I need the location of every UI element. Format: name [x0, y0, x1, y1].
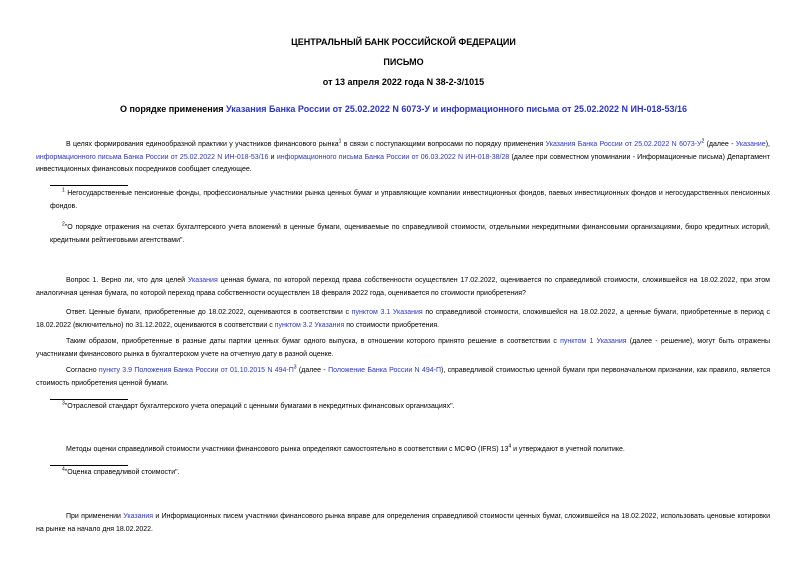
- footnote-3: [50, 401, 770, 414]
- footnote-text-1: Негосударственные пенсионные фонды, профессиональные участники рынка ценных бумаг и управляющие компании инвестиционных фондов, паевых инвестиционных фондов и негосударственных пенсионных фондов.: [50, 190, 770, 210]
- intro-text-1: В целях формирования единообразной практики у участников финансового рынка: [66, 141, 339, 148]
- issuer-heading: ЦЕНТРАЛЬНЫЙ БАНК РОССИЙСКОЙ ФЕДЕРАЦИИ: [291, 37, 516, 47]
- footnote-text-4: "Оценка справедливой стоимости".: [64, 469, 180, 476]
- footnote-ref-3[interactable]: 3: [293, 364, 297, 371]
- link-ukazanie-q[interactable]: Указания: [187, 277, 218, 284]
- according-text-3: ), справедливой стоимостью ценной бумаги при первоначальном признании, как правило, является стоимость приобретения ценной бумаги.: [36, 367, 771, 387]
- footnote-2: [50, 222, 770, 247]
- according-paragraph: [36, 365, 770, 390]
- answer-text-1: Ответ. Ценные бумаги, приобретенные до 18.02.2022, оцениваются в соответствии с: [66, 309, 352, 316]
- thus-paragraph: [36, 336, 770, 361]
- link-info-letter-38-28[interactable]: информационного письма Банка России от 06.03.2022 N ИН-018-38/28: [276, 153, 510, 161]
- according-text-2: (далее -: [296, 367, 329, 374]
- methods-text-2: и утверждают в учетной политике.: [511, 446, 625, 453]
- last-text-1: При применении: [66, 513, 124, 520]
- link-point-3-9-494p[interactable]: пункту 3.9 Положения Банка России от 01.10.2015 N 494-П: [98, 367, 294, 374]
- methods-paragraph: [36, 444, 770, 457]
- answer-text-2: по справедливой стоимости, сложившейся на 18.02.2022, а ценные бумаги, приобретенные в период с 18.02.2022 (включительно) по 31.12.2022, оцениваются в соответствии с: [36, 309, 770, 329]
- footnote-text-3: "Отраслевой стандарт бухгалтерского учета операций с ценными бумагами в некредитных финансовых организациях".: [64, 403, 455, 410]
- thus-text-1: Таким образом, приобретенные в разные даты партии ценных бумаг одного выпуска, в отношении которого принято решение в соответствии с: [66, 338, 561, 345]
- thus-text-2: (далее - решение), могут быть отражены участниками финансового рынка в бухгалтерском учете на отчетную дату в разной оценке.: [36, 338, 771, 358]
- footnote-mark-1: 1: [62, 187, 65, 194]
- footnote-ref-4[interactable]: 4: [508, 443, 512, 450]
- footnote-ref-2[interactable]: 2: [701, 138, 705, 145]
- document-title: [0, 104, 807, 115]
- last-paragraph: [36, 511, 770, 536]
- last-text-2: и Информационных писем участники финансового рынка вправе для определения справедливой стоимости ценных бумаг, сложившейся на 18.02.2022, использовать ценовые котировки на рынке на начало дня 18.02.2022.: [36, 513, 770, 533]
- link-point-3-1[interactable]: пунктом 3.1 Указания: [351, 309, 423, 316]
- footnote-text-2: "О порядке отражения на счетах бухгалтерского учета вложений в ценные бумаги, оцениваемые по справедливой стоимости, отдельными некредитными финансовыми организациями, бюро кредитных историй, кредитными рейтинговыми агентствами".: [50, 224, 770, 244]
- footnote-mark-3: 3: [62, 400, 65, 407]
- link-point-1[interactable]: пунктом 1 Указания: [560, 338, 627, 345]
- answer-text-3: по стоимости приобретения.: [344, 321, 440, 329]
- link-info-letter-53-16[interactable]: информационного письма Банка России от 25.02.2022 N ИН-018-53/16: [36, 153, 269, 161]
- link-point-3-2[interactable]: пунктом 3.2 Указания: [274, 321, 345, 329]
- footnote-mark-2: 2: [62, 221, 65, 228]
- methods-text-1: Методы оценки справедливой стоимости участники финансового рынка определяют самостоятельно в соответствии с МСФО (IFRS) 13: [66, 446, 509, 453]
- question-text-1: Вопрос 1. Верно ли, что для целей: [66, 277, 188, 284]
- intro-text-5: и: [268, 153, 277, 161]
- question-paragraph: [36, 275, 770, 300]
- link-ukazanie-last[interactable]: Указания: [123, 513, 154, 520]
- title-link[interactable]: Указания Банка России от 25.02.2022 N 6073-У и информационного письма от 25.02.2022 N ИН-018-53/16: [226, 104, 688, 114]
- question-text-2: ценная бумага, по которой переход права собственности осуществлен 17.02.2022, оценивается по справедливой стоимости, сложившейся на 18.02.2022, при этом аналогичная ценная бумага, по которой переход права собственности осуществлен 18 февраля 2022 года, оценивается по стоимости приобретения?: [36, 277, 770, 297]
- footnote-mark-4: 4: [62, 466, 65, 473]
- link-ukazanie-short[interactable]: Указание: [735, 141, 766, 148]
- document-type: ПИСЬМО: [383, 57, 424, 67]
- intro-text-6: (далее при совместном упоминании - Информационные письма) Департамент инвестиционных финансовых посредников сообщает следующее.: [36, 153, 770, 173]
- title-prefix: О порядке применения: [119, 104, 227, 114]
- intro-text-3: (далее -: [704, 141, 736, 148]
- according-text-1: Согласно: [66, 367, 99, 374]
- intro-text-2: в связи с поступающими вопросами по порядку применения: [341, 141, 546, 148]
- answer-paragraph: [36, 307, 770, 332]
- link-polozhenie-494p[interactable]: Положение Банка России N 494-П: [328, 367, 441, 374]
- footnote-4: [50, 467, 770, 480]
- intro-paragraph: [36, 139, 770, 177]
- link-ukazanie-6073[interactable]: Указания Банка России от 25.02.2022 N 6073-У: [545, 141, 702, 148]
- footnote-separator: [50, 185, 128, 186]
- footnote-1: [50, 188, 770, 213]
- intro-text-4: ),: [765, 141, 770, 148]
- footnote-ref-1[interactable]: 1: [338, 138, 342, 145]
- document-date-number: от 13 апреля 2022 года N 38-2-3/1015: [322, 77, 485, 87]
